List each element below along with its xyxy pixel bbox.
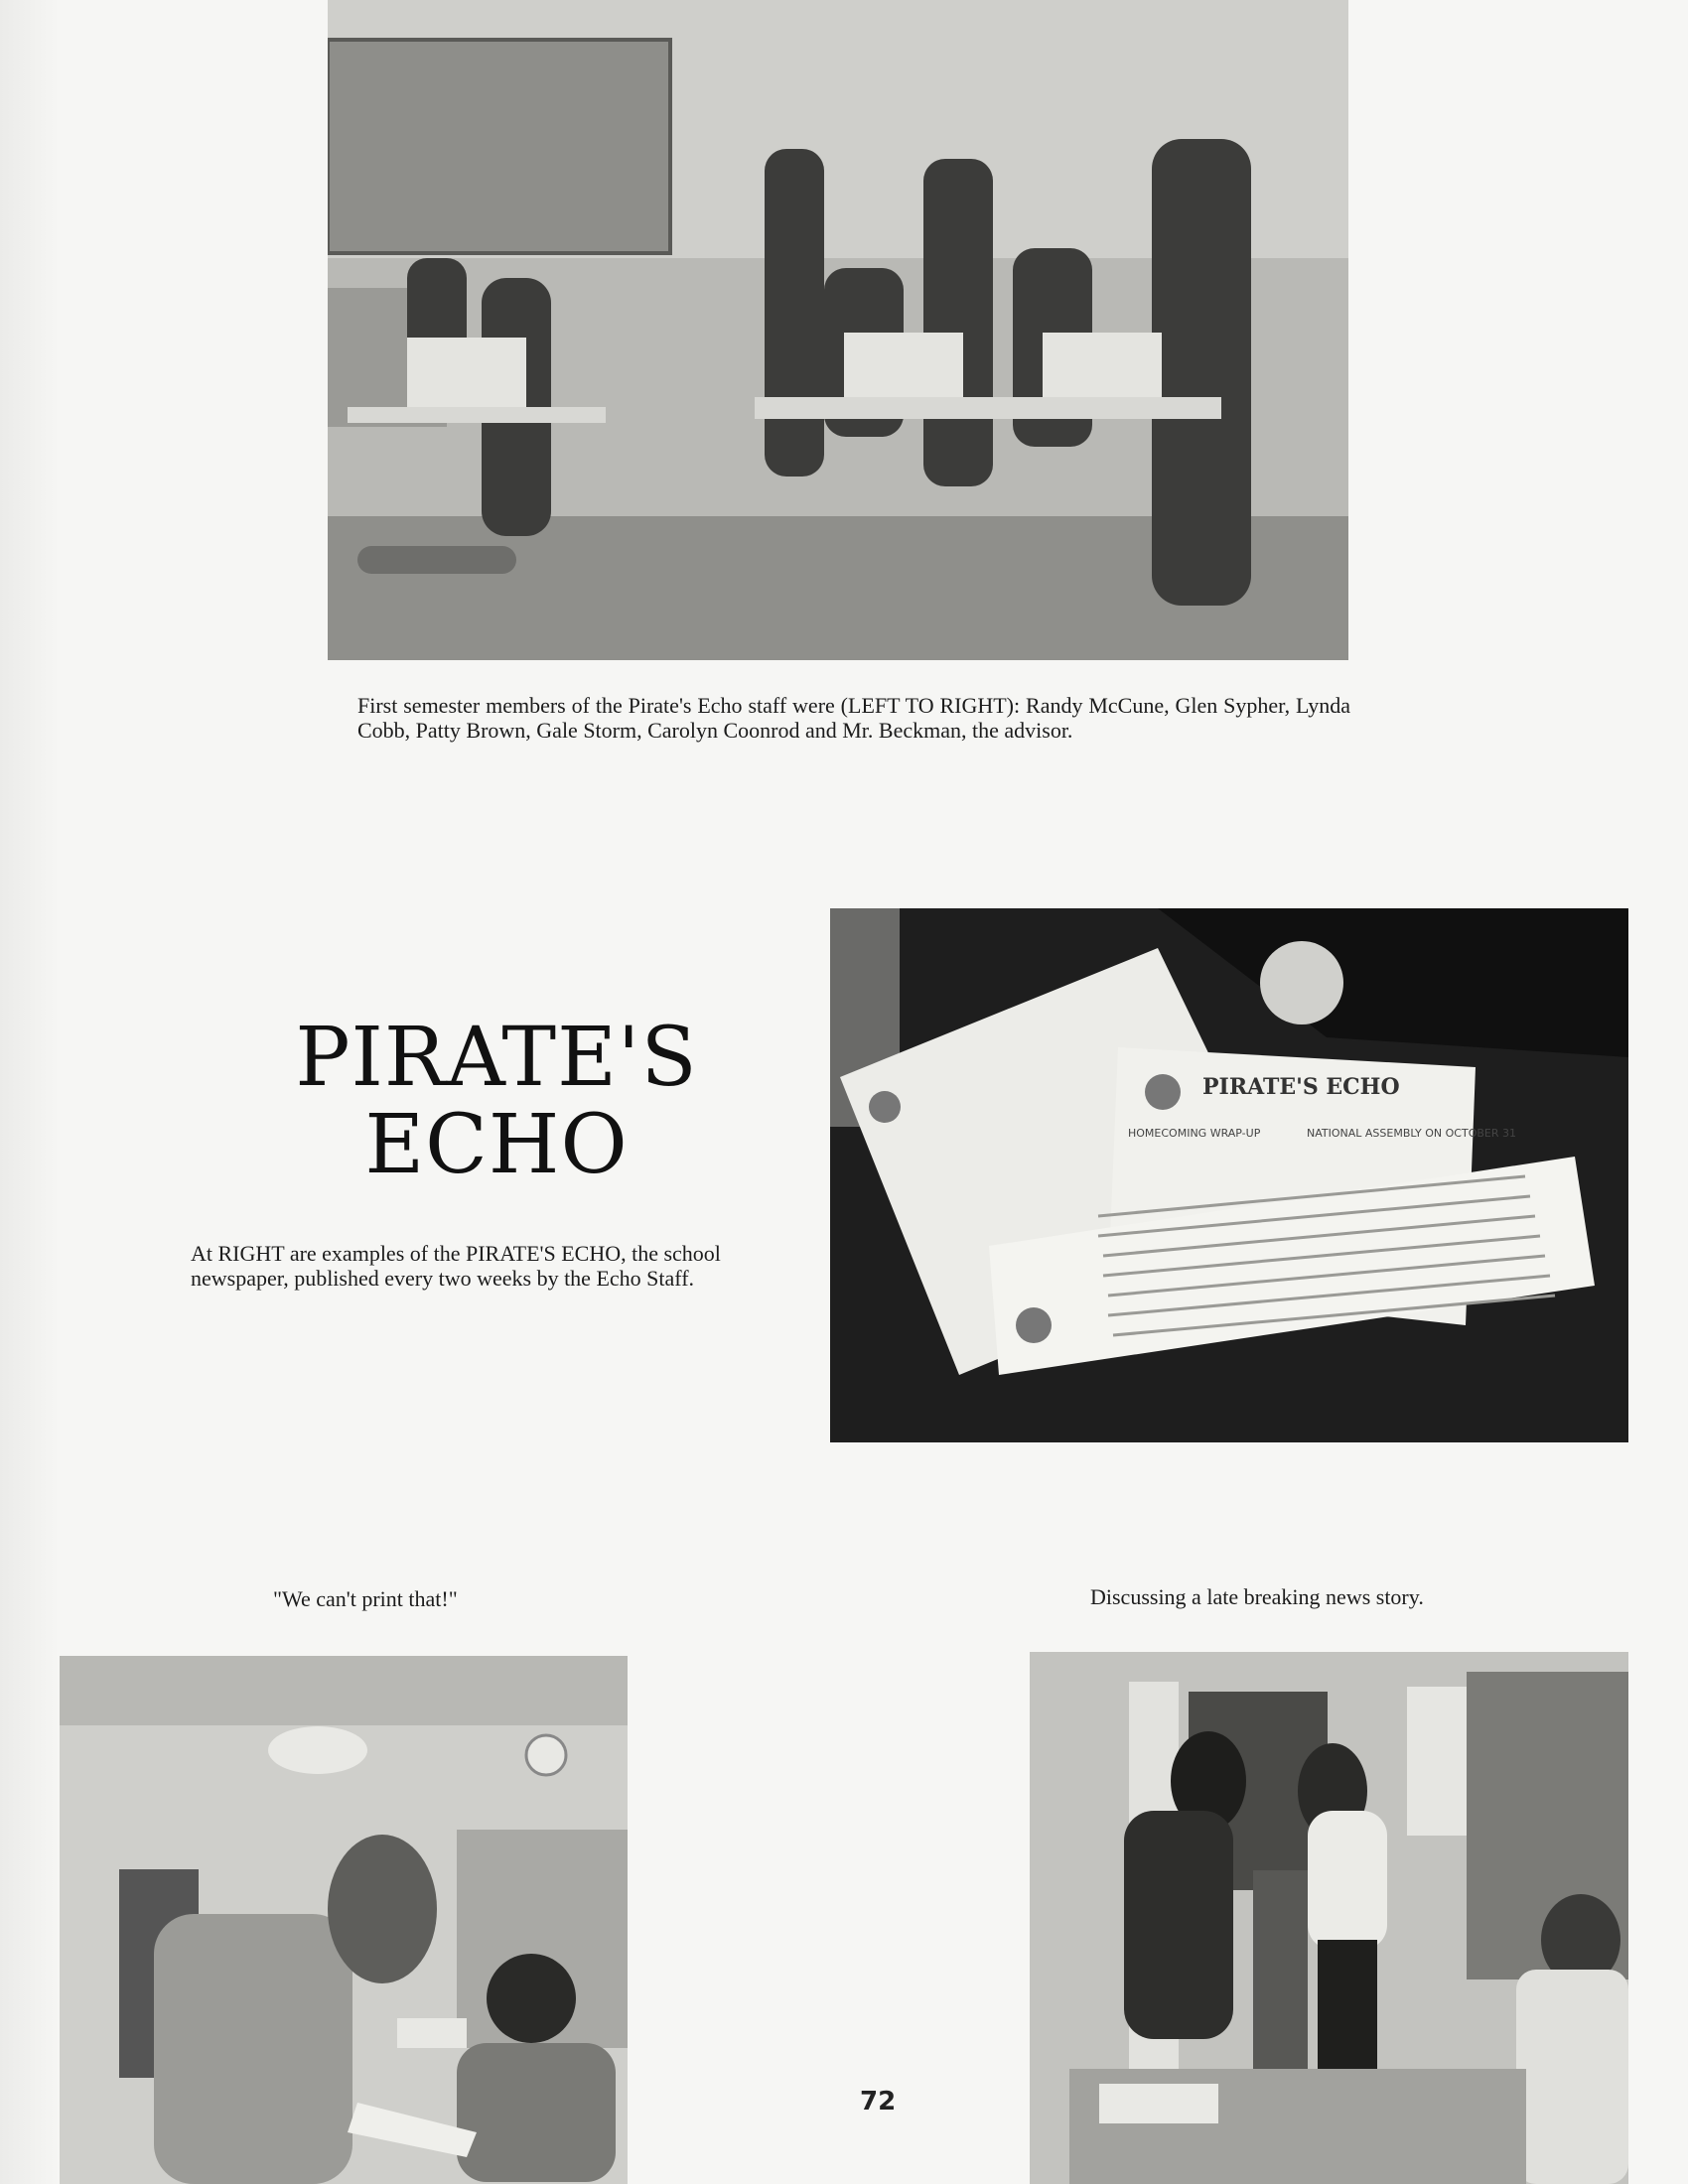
newspaper-photo xyxy=(830,908,1628,1442)
quote-caption: "We can't print that!" xyxy=(273,1586,458,1611)
page-title xyxy=(238,1011,755,1192)
title-line-2: ECHO xyxy=(364,1098,629,1192)
page-edge-shadow xyxy=(0,0,60,2184)
newspaper-headline-1: HOMECOMING WRAP-UP xyxy=(1128,1127,1261,1140)
page-number: 72 xyxy=(860,2087,897,2116)
staff-photo xyxy=(328,0,1348,660)
intro-text: At RIGHT are examples of the PIRATE'S ECHO, the school newspaper, published every two weeks by the Echo Staff. xyxy=(191,1241,721,1291)
newspaper-masthead: PIRATE'S ECHO xyxy=(1202,1074,1400,1100)
discuss-photo xyxy=(1030,1652,1628,2184)
print-photo xyxy=(60,1656,628,2184)
title-line-1: PIRATE'S xyxy=(295,1011,698,1105)
discuss-caption: Discussing a late breaking news story. xyxy=(1090,1584,1424,1609)
staff-caption: First semester members of the Pirate's Echo staff were (LEFT TO RIGHT): Randy McCune, Glen Sypher, Lynda Cobb, Patty Brown, Gale Storm, Carolyn Coonrod and Mr. Beckman, the advisor. xyxy=(357,693,1350,743)
newspaper-headline-2: NATIONAL ASSEMBLY ON OCTOBER 31 xyxy=(1307,1127,1516,1140)
